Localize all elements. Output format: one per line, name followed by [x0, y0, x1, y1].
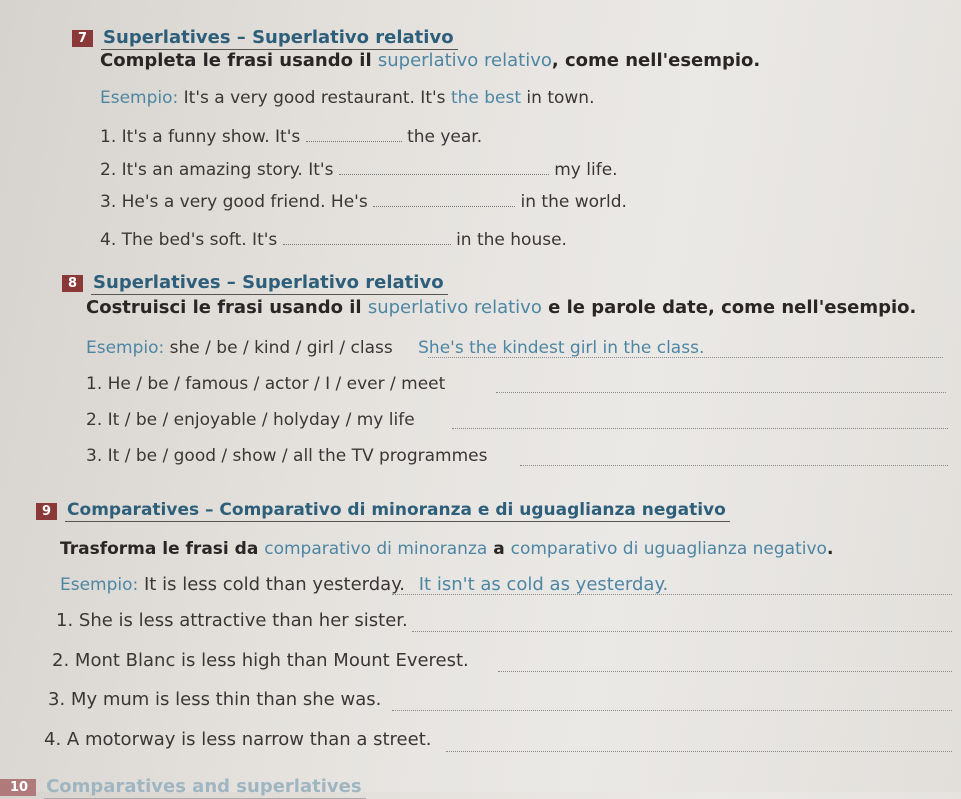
item-text-end: my life.	[554, 160, 618, 180]
item-text: The bed's soft. It's	[121, 230, 278, 250]
s7-item-2	[100, 160, 618, 180]
section-7-example	[100, 88, 594, 108]
item-number: 4.	[44, 729, 62, 750]
section-8-number-badge: 8	[62, 275, 83, 292]
example-label: Esempio:	[86, 338, 165, 358]
item-text-end: in the house.	[456, 230, 567, 250]
item-number: 1.	[100, 127, 117, 147]
section-10-number-badge: 10	[0, 779, 36, 796]
item-text: It's an amazing story. It's	[121, 160, 334, 180]
example-answer: She's the kindest girl in the class.	[418, 338, 705, 358]
example-answer-line	[392, 594, 952, 595]
item-number: 1.	[86, 374, 103, 394]
item-text-end: the year.	[407, 127, 483, 147]
s8-item-3	[86, 446, 487, 466]
section-8-instruction	[86, 297, 916, 318]
example-answer-line	[428, 357, 943, 358]
section-8-header	[62, 272, 448, 295]
example-text: she / be / kind / girl / class	[169, 338, 393, 358]
section-7-header	[72, 27, 458, 50]
instruction-text-end: , come nell'esempio.	[551, 50, 761, 71]
item-text: He / be / famous / actor / I / ever / meet	[107, 374, 446, 394]
answer-line[interactable]	[452, 428, 948, 429]
item-number: 2.	[52, 650, 70, 671]
instruction-highlight-1: comparativo di minoranza	[264, 539, 488, 559]
s7-item-3	[100, 192, 627, 212]
section-8-title: Superlatives – Superlativo relativo	[91, 272, 448, 295]
s9-item-3	[48, 689, 381, 710]
item-text: A motorway is less narrow than a street.	[66, 729, 432, 750]
item-number: 3.	[100, 192, 117, 212]
item-text: It / be / good / show / all the TV programmes	[107, 446, 488, 466]
section-7-title: Superlatives – Superlativo relativo	[101, 27, 458, 50]
section-10-title: Comparatives and superlatives	[44, 776, 365, 799]
answer-line[interactable]	[392, 710, 952, 711]
item-number: 3.	[48, 689, 66, 710]
instruction-text: Costruisci le frasi usando il	[86, 297, 368, 318]
item-text: He's a very good friend. He's	[121, 192, 368, 212]
answer-line[interactable]	[520, 465, 948, 466]
instruction-text-end: e le parole date, come nell'esempio.	[541, 297, 917, 318]
example-label: Esempio:	[60, 575, 139, 595]
instruction-highlight: superlativo relativo	[377, 50, 552, 71]
answer-blank[interactable]	[339, 174, 549, 175]
item-number: 2.	[100, 160, 117, 180]
item-text: She is less attractive than her sister.	[78, 610, 408, 631]
item-text-end: in the world.	[520, 192, 627, 212]
instruction-highlight: superlativo relativo	[367, 297, 542, 318]
item-text: It's a funny show. It's	[121, 127, 301, 147]
item-number: 2.	[86, 410, 103, 430]
section-9-number-badge: 9	[36, 503, 57, 520]
s7-item-1	[100, 127, 482, 147]
section-9-instruction	[60, 539, 833, 559]
s9-item-2	[52, 650, 469, 671]
item-text: It / be / enjoyable / holyday / my life	[107, 410, 415, 430]
instruction-text-mid: a	[487, 539, 511, 559]
example-text: It's a very good restaurant. It's	[183, 88, 446, 108]
answer-line[interactable]	[412, 631, 952, 632]
example-answer: the best	[450, 88, 522, 108]
example-answer: It isn't as cold as yesterday.	[418, 574, 669, 595]
s7-item-4	[100, 230, 567, 250]
item-number: 4.	[100, 230, 117, 250]
instruction-text-end: .	[826, 539, 834, 559]
section-9-header	[36, 500, 730, 522]
section-10-header	[0, 776, 366, 799]
answer-blank[interactable]	[283, 244, 451, 245]
answer-line[interactable]	[446, 751, 952, 752]
item-number: 3.	[86, 446, 103, 466]
s8-item-2	[86, 410, 415, 430]
instruction-text: Trasforma le frasi da	[60, 539, 265, 559]
item-text: My mum is less thin than she was.	[70, 689, 382, 710]
answer-line[interactable]	[498, 671, 952, 672]
s8-item-1	[86, 374, 445, 394]
s9-item-4	[44, 729, 431, 750]
item-text: Mont Blanc is less high than Mount Everest.	[74, 650, 469, 671]
instruction-highlight-2: comparativo di uguaglianza negativo	[510, 539, 827, 559]
answer-line[interactable]	[496, 392, 946, 393]
section-9-example	[60, 574, 668, 595]
s9-item-1	[56, 610, 408, 631]
example-label: Esempio:	[100, 88, 179, 108]
section-9-title: Comparatives – Comparativo di minoranza e di uguaglianza negativo	[65, 500, 730, 522]
answer-blank[interactable]	[373, 206, 515, 207]
example-end: in town.	[526, 88, 595, 108]
answer-blank[interactable]	[306, 141, 402, 142]
item-number: 1.	[56, 610, 74, 631]
section-7-number-badge: 7	[72, 30, 93, 47]
section-8-example	[86, 338, 704, 358]
section-7-instruction	[100, 50, 760, 71]
instruction-text: Completa le frasi usando il	[100, 50, 378, 71]
example-text: It is less cold than yesterday.	[144, 574, 406, 595]
